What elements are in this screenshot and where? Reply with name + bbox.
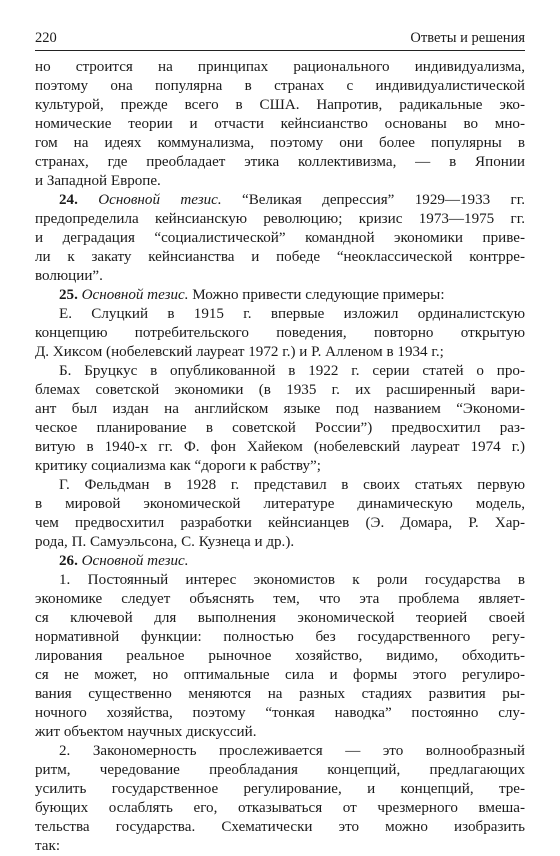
text-line <box>35 533 525 552</box>
text-line <box>35 400 525 419</box>
line-text: волюции”. <box>35 268 103 284</box>
text-line <box>35 742 525 761</box>
text-line <box>35 172 525 191</box>
line-text: культурой, прежде всего в США. Напротив, радикальные эко- <box>35 97 525 113</box>
line-text: ся ключевой для выполнения экономической теорией своей <box>35 610 525 626</box>
line-text: блемах советской экономики (в 1935 г. их расширенный вари- <box>35 382 525 398</box>
line-text: ческое планирование в советской России”) предвосхитил раз- <box>35 420 525 436</box>
line-text: в мировой экономической литературе динамическую модель, <box>35 496 525 512</box>
line-text: вания существенно меняются на разных стадиях развития ры- <box>35 686 525 702</box>
text-line <box>35 77 525 96</box>
text-line <box>35 457 525 476</box>
text-line <box>35 191 525 210</box>
text-line <box>35 704 525 723</box>
text-line <box>35 761 525 780</box>
text-line <box>35 419 525 438</box>
line-text: нормативной функции: полностью без государственного регу- <box>35 629 525 645</box>
line-text: 1. Постоянный интерес экономистов к роли государства в <box>59 572 525 588</box>
line-text: ант был издан на английском языке под названием “Экономи- <box>35 401 525 417</box>
text-line <box>35 818 525 837</box>
text-line <box>35 286 525 305</box>
text-line <box>35 96 525 115</box>
line-text: Е. Слуцкий в 1915 г. впервые изложил ординалистскую <box>59 306 525 322</box>
text-line <box>35 324 525 343</box>
text-line <box>35 267 525 286</box>
text-line <box>35 837 525 856</box>
line-text: бующих ослаблять его, отказываться от чрезмерного вмеша- <box>35 800 525 816</box>
line-text: ночного хозяйства, поэтому “тонкая наводка” постоянно слу- <box>35 705 525 721</box>
line-text: Можно привести следующие примеры: <box>192 287 445 303</box>
text-line <box>35 495 525 514</box>
page-number: 220 <box>35 30 57 46</box>
line-text: жит объектом научных дискуссий. <box>35 724 257 740</box>
line-text: и Западной Европе. <box>35 173 161 189</box>
line-text: ритм, чередование преобладания концепций, предлагающих <box>35 762 525 778</box>
line-text: усилить государственное регулирование, и концепций, тре- <box>35 781 525 797</box>
line-text: Б. Бруцкус в опубликованной в 1922 г. серии статей о про- <box>59 363 525 379</box>
line-text: экономике следует объяснять тем, что эта проблема являет- <box>35 591 525 607</box>
line-text: предопределила кейнсианскую революцию; кризис 1973—1975 гг. <box>35 211 525 227</box>
line-text: тельства государства. Схематически это можно изобразить <box>35 819 525 835</box>
line-text: поэтому она популярна в странах с индивидуалистической <box>35 78 525 94</box>
line-text: витую в 1940-х гг. Ф. фон Хайеком (нобелевский лауреат 1974 г.) <box>35 439 525 455</box>
line-text: Г. Фельдман в 1928 г. представил в своих статьях первую <box>59 477 525 493</box>
line-text: “Великая депрессия” 1929—1933 гг. <box>242 192 525 208</box>
line-text: но строится на принципах рационального индивидуализма, <box>35 59 525 75</box>
text-line <box>35 343 525 362</box>
text-line <box>35 723 525 742</box>
book-page <box>35 30 525 856</box>
line-text: лирования реальное рыночное хозяйство, видимо, обходить- <box>35 648 525 664</box>
page-body <box>35 58 525 856</box>
text-line <box>35 229 525 248</box>
thesis-label: Основной тезис. <box>81 287 193 303</box>
line-text: ся не может, но оптимальные сила и формы этого регулиро- <box>35 667 525 683</box>
text-line <box>35 799 525 818</box>
line-text: Д. Хиксом (нобелевский лауреат 1972 г.) и Р. Алленом в 1934 г.; <box>35 344 444 360</box>
line-text: так: <box>35 838 61 854</box>
section-title: Ответы и решения <box>410 30 525 46</box>
thesis-number: 24. <box>59 192 99 208</box>
text-line <box>35 590 525 609</box>
line-text: и деградация “социалистической” командной экономики приве- <box>35 230 525 246</box>
text-line <box>35 628 525 647</box>
text-line <box>35 381 525 400</box>
thesis-number: 25. <box>59 287 82 303</box>
thesis-number: 26. <box>59 553 82 569</box>
text-line <box>35 552 525 571</box>
text-line <box>35 210 525 229</box>
text-line <box>35 153 525 172</box>
text-line <box>35 571 525 590</box>
text-line <box>35 362 525 381</box>
text-line <box>35 647 525 666</box>
line-text: чем предвосхитил разработки кейнсианцев (Э. Домара, Р. Хар- <box>35 515 525 531</box>
text-line <box>35 609 525 628</box>
line-text: концепцию потребительского поведения, повторно открытую <box>35 325 525 341</box>
running-header <box>35 30 525 51</box>
thesis-label: Основной тезис. <box>98 192 242 208</box>
line-text: рода, П. Самуэльсона, С. Кузнеца и др.). <box>35 534 295 550</box>
text-line <box>35 685 525 704</box>
line-text: ли к закату кейнсианства и победе “неоклассической контрре- <box>35 249 525 265</box>
text-line <box>35 115 525 134</box>
text-line <box>35 438 525 457</box>
text-line <box>35 666 525 685</box>
text-line <box>35 514 525 533</box>
thesis-label: Основной тезис. <box>81 553 189 569</box>
line-text: критику социализма как “дороги к рабству”; <box>35 458 321 474</box>
line-text: 2. Закономерность прослеживается — это волнообразный <box>59 743 525 759</box>
text-line <box>35 305 525 324</box>
text-line <box>35 476 525 495</box>
text-line <box>35 780 525 799</box>
line-text: гом на идеях коммунализма, поэтому они более популярны в <box>35 135 525 151</box>
text-line <box>35 248 525 267</box>
line-text: странах, где преобладает этика коллективизма, — в Японии <box>35 154 525 170</box>
text-line <box>35 58 525 77</box>
text-line <box>35 134 525 153</box>
line-text: номические теории и отчасти кейнсианство основаны во мно- <box>35 116 525 132</box>
